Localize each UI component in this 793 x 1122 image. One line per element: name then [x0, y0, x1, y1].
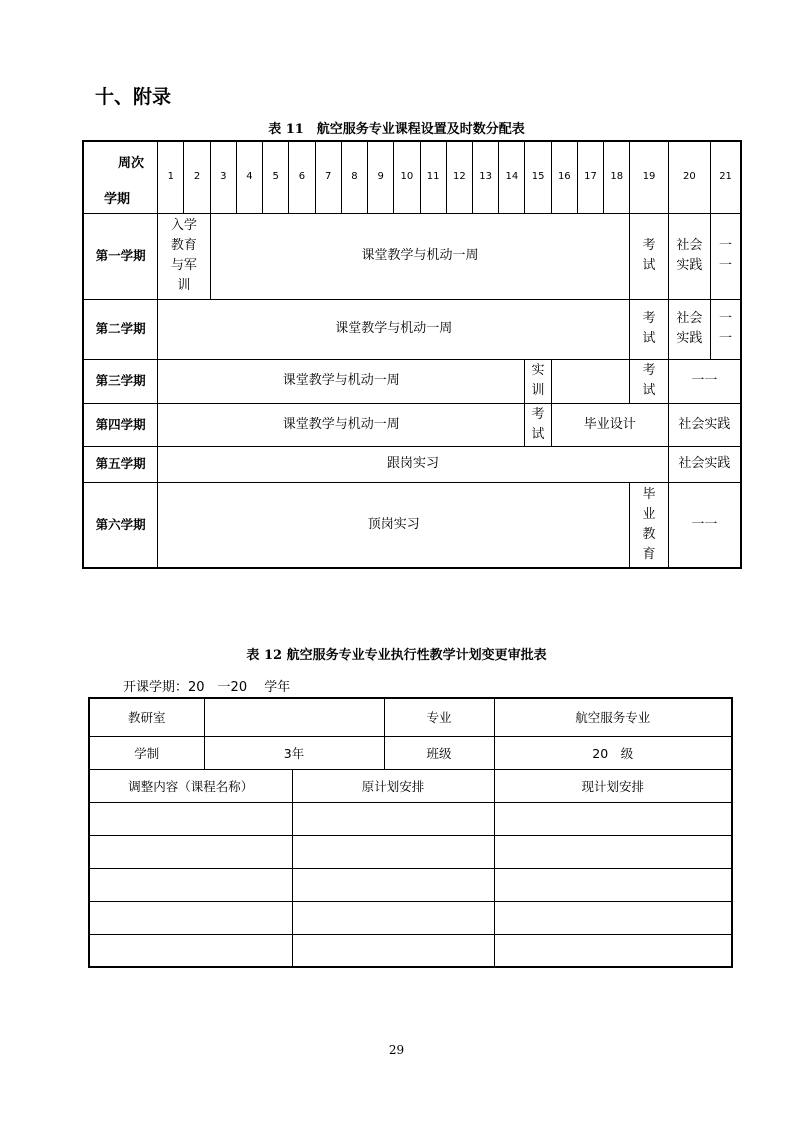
- term-label: 第三学期: [83, 359, 158, 403]
- major-value[interactable]: 航空服务专业: [494, 698, 732, 736]
- header-corner-cell: [83, 141, 158, 213]
- teaching-cell: 课堂教学与机动一周: [158, 403, 525, 446]
- term-label: 第二学期: [83, 299, 158, 359]
- teaching-cell: 课堂教学与机动一周: [158, 299, 630, 359]
- week-number: 17: [577, 141, 603, 213]
- graduation-education-cell: [630, 482, 668, 568]
- section-title: 十、附录: [95, 86, 172, 108]
- week-number: 4: [236, 141, 262, 213]
- week-number: 15: [525, 141, 551, 213]
- training-cell: [525, 359, 551, 403]
- original-plan-field[interactable]: [292, 934, 494, 967]
- internship-cell: 跟岗实习: [158, 446, 669, 482]
- practice-cell: 社会实践: [668, 403, 741, 446]
- exam-cell: [525, 403, 551, 446]
- week-number: 5: [263, 141, 289, 213]
- training-text: 实训: [531, 363, 545, 398]
- adjust-content-field[interactable]: [89, 868, 292, 901]
- week-number: 19: [630, 141, 668, 213]
- week-number: 1: [158, 141, 184, 213]
- adjust-content-field[interactable]: [89, 901, 292, 934]
- term-header: 学期: [104, 192, 131, 207]
- original-plan-field[interactable]: [292, 835, 494, 868]
- week-number: 9: [368, 141, 394, 213]
- term-label: 第一学期: [83, 213, 158, 299]
- term-label: 第四学期: [83, 403, 158, 446]
- exam-text: 考试: [642, 311, 656, 346]
- original-plan-field[interactable]: [292, 901, 494, 934]
- course-schedule-table: [82, 140, 742, 569]
- system-value[interactable]: 3年: [204, 736, 384, 769]
- adjust-content-field[interactable]: [89, 835, 292, 868]
- adjust-content-field[interactable]: [89, 934, 292, 967]
- original-plan-field[interactable]: [292, 868, 494, 901]
- week-number: 16: [551, 141, 577, 213]
- week-number: 3: [210, 141, 236, 213]
- class-label: 班级: [384, 736, 494, 769]
- current-plan-field[interactable]: [494, 802, 732, 835]
- week-number: 20: [668, 141, 710, 213]
- week-number: 14: [499, 141, 525, 213]
- dash-cell: [711, 213, 741, 299]
- week-number: 10: [394, 141, 420, 213]
- graduation-design-cell: 毕业设计: [551, 403, 668, 446]
- internship-cell: 顶岗实习: [158, 482, 630, 568]
- current-plan-field[interactable]: [494, 901, 732, 934]
- practice-cell: [668, 299, 710, 359]
- term-label: 第六学期: [83, 482, 158, 568]
- table12-caption: 表 12 航空服务专业专业执行性教学计划变更审批表: [246, 648, 547, 663]
- week-number: 21: [711, 141, 741, 213]
- exam-cell: [630, 299, 668, 359]
- original-plan-header: 原计划安排: [292, 769, 494, 802]
- exam-text: 考试: [531, 406, 545, 442]
- practice-cell: [668, 213, 710, 299]
- dash-text: 一一: [719, 311, 733, 346]
- current-plan-field[interactable]: [494, 835, 732, 868]
- exam-text: 考试: [642, 363, 656, 398]
- semester-line: 开课学期：20 一20 学年: [123, 680, 291, 695]
- week-number: 11: [420, 141, 446, 213]
- practice-cell: 社会实践: [668, 446, 741, 482]
- entry-training-cell: [158, 213, 210, 299]
- adjust-content-header: 调整内容（课程名称）: [89, 769, 292, 802]
- table11-caption: 表 11 航空服务专业课程设置及时数分配表: [268, 122, 525, 137]
- system-label: 学制: [89, 736, 204, 769]
- exam-cell: [630, 359, 668, 403]
- graduation-education-text: 毕业教育: [642, 486, 656, 562]
- dash-cell: 一一: [668, 482, 741, 568]
- practice-text: 社会实践: [676, 311, 703, 346]
- week-number: 8: [341, 141, 367, 213]
- entry-training-text: 入学教育与军训: [170, 218, 197, 293]
- teaching-cell: 课堂教学与机动一周: [210, 213, 630, 299]
- term-label: 第五学期: [83, 446, 158, 482]
- week-number: 13: [472, 141, 498, 213]
- teaching-cell: 课堂教学与机动一周: [158, 359, 525, 403]
- page-number: 29: [388, 1043, 405, 1057]
- exam-text: 考试: [642, 238, 656, 273]
- class-value[interactable]: 20 级: [494, 736, 732, 769]
- dash-cell: 一一: [668, 359, 741, 403]
- plan-change-approval-table: [88, 697, 733, 968]
- empty-cell: [551, 359, 630, 403]
- teaching-office-label: 教研室: [89, 698, 204, 736]
- week-number: 18: [604, 141, 630, 213]
- current-plan-header: 现计划安排: [494, 769, 732, 802]
- adjust-content-field[interactable]: [89, 802, 292, 835]
- dash-cell: [711, 299, 741, 359]
- dash-text: 一一: [719, 238, 733, 273]
- current-plan-field[interactable]: [494, 868, 732, 901]
- current-plan-field[interactable]: [494, 934, 732, 967]
- week-number: 6: [289, 141, 315, 213]
- week-number: 2: [184, 141, 210, 213]
- week-header: 周次: [118, 156, 145, 171]
- teaching-office-field[interactable]: [204, 698, 384, 736]
- week-number: 7: [315, 141, 341, 213]
- practice-text: 社会实践: [676, 238, 703, 273]
- major-label: 专业: [384, 698, 494, 736]
- exam-cell: [630, 213, 668, 299]
- week-number: 12: [446, 141, 472, 213]
- original-plan-field[interactable]: [292, 802, 494, 835]
